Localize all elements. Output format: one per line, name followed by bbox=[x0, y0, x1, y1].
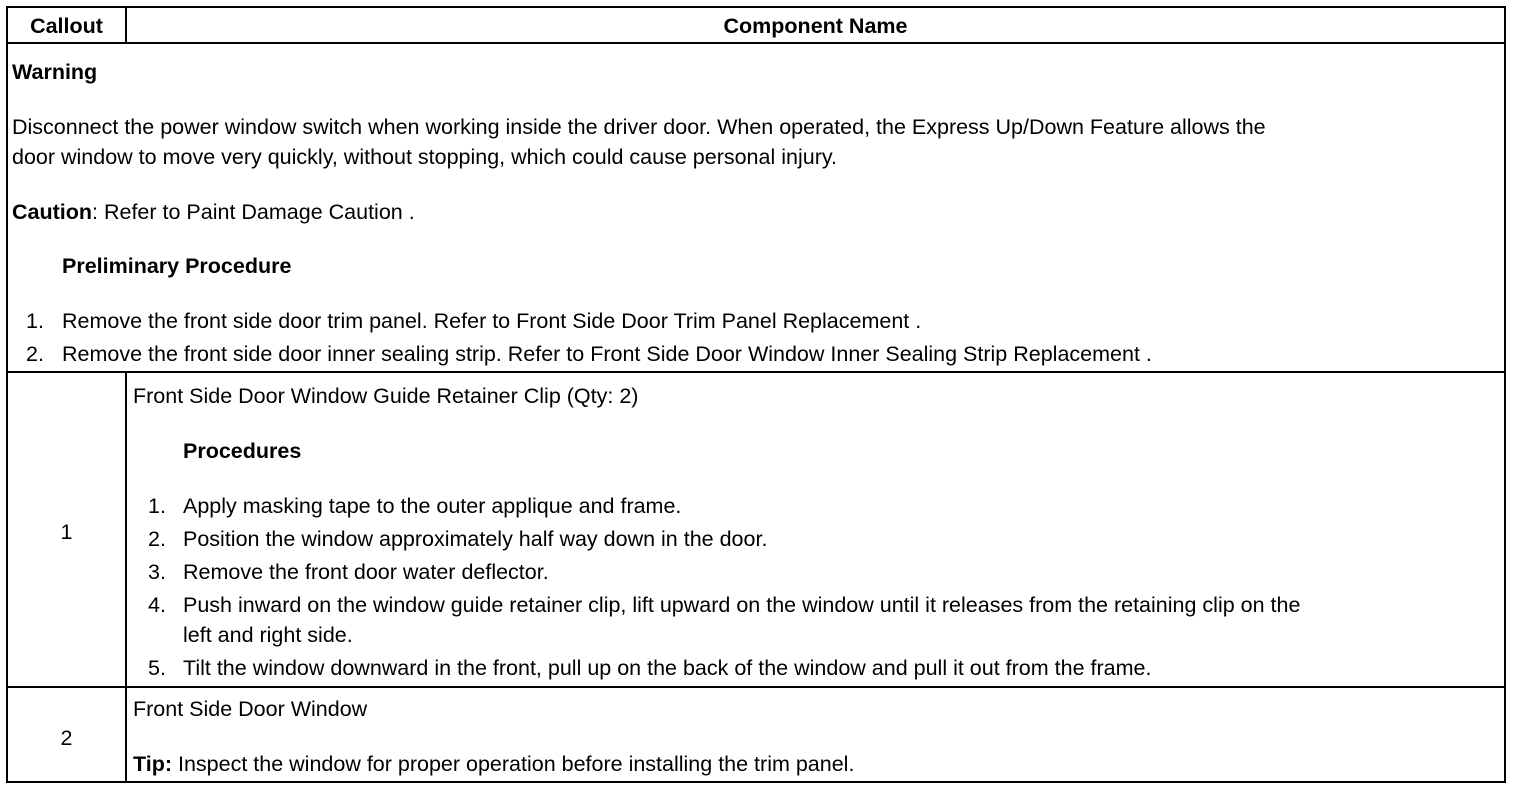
tip-text: Inspect the window for proper operation before installing the trim panel. bbox=[172, 752, 855, 776]
procedure-table bbox=[6, 6, 1506, 783]
procedure-step-number: 3. bbox=[148, 560, 166, 584]
preliminary-step-text: Remove the front side door trim panel. Refer to Front Side Door Trim Panel Replacement . bbox=[62, 309, 922, 333]
tip-label: Tip: bbox=[133, 752, 173, 776]
procedure-step-number: 2. bbox=[148, 527, 166, 551]
warning-text-line2: door window to move very quickly, without stopping, which could cause personal injury. bbox=[12, 145, 837, 169]
row1-component-name: Front Side Door Window Guide Retainer Clip (Qty: 2) bbox=[133, 384, 639, 408]
body-column-divider bbox=[125, 371, 127, 781]
procedure-step-number: 5. bbox=[148, 656, 166, 680]
warning-label: Warning bbox=[12, 60, 98, 84]
preamble-divider bbox=[8, 371, 1504, 373]
row1-divider bbox=[8, 686, 1504, 688]
row2-callout: 2 bbox=[60, 726, 73, 750]
preliminary-step-text: Remove the front side door inner sealing strip. Refer to Front Side Door Window Inner Sealing Strip Replacement . bbox=[62, 342, 1152, 366]
caution-line bbox=[12, 200, 415, 224]
row1-callout: 1 bbox=[60, 520, 73, 544]
caution-label: Caution bbox=[12, 200, 93, 224]
procedure-step-text: Push inward on the window guide retainer clip, lift upward on the window until it releases from the retaining clip on the bbox=[183, 593, 1301, 617]
procedure-step-text: Remove the front door water deflector. bbox=[183, 560, 549, 584]
header-component-name: Component Name bbox=[723, 14, 908, 38]
procedures-heading: Procedures bbox=[183, 439, 302, 463]
preliminary-step-number: 1. bbox=[26, 309, 44, 333]
caution-text: : Refer to Paint Damage Caution . bbox=[92, 200, 415, 224]
procedure-step-number: 4. bbox=[148, 593, 166, 617]
preliminary-step-number: 2. bbox=[26, 342, 44, 366]
tip-line bbox=[133, 752, 854, 776]
header-divider bbox=[8, 42, 1504, 44]
warning-text-line1: Disconnect the power window switch when working inside the driver door. When operated, the Express Up/Down Feature allows the bbox=[12, 115, 1266, 139]
header-callout: Callout bbox=[30, 14, 103, 38]
procedure-step-text: Tilt the window downward in the front, pull up on the back of the window and pull it out from the frame. bbox=[183, 656, 1152, 680]
procedure-step-number: 1. bbox=[148, 494, 166, 518]
preliminary-heading: Preliminary Procedure bbox=[62, 254, 292, 278]
procedure-step-text-cont: left and right side. bbox=[183, 623, 353, 647]
row2-component-name: Front Side Door Window bbox=[133, 697, 368, 721]
procedure-step-text: Position the window approximately half way down in the door. bbox=[183, 527, 768, 551]
procedure-step-text: Apply masking tape to the outer applique and frame. bbox=[183, 494, 682, 518]
